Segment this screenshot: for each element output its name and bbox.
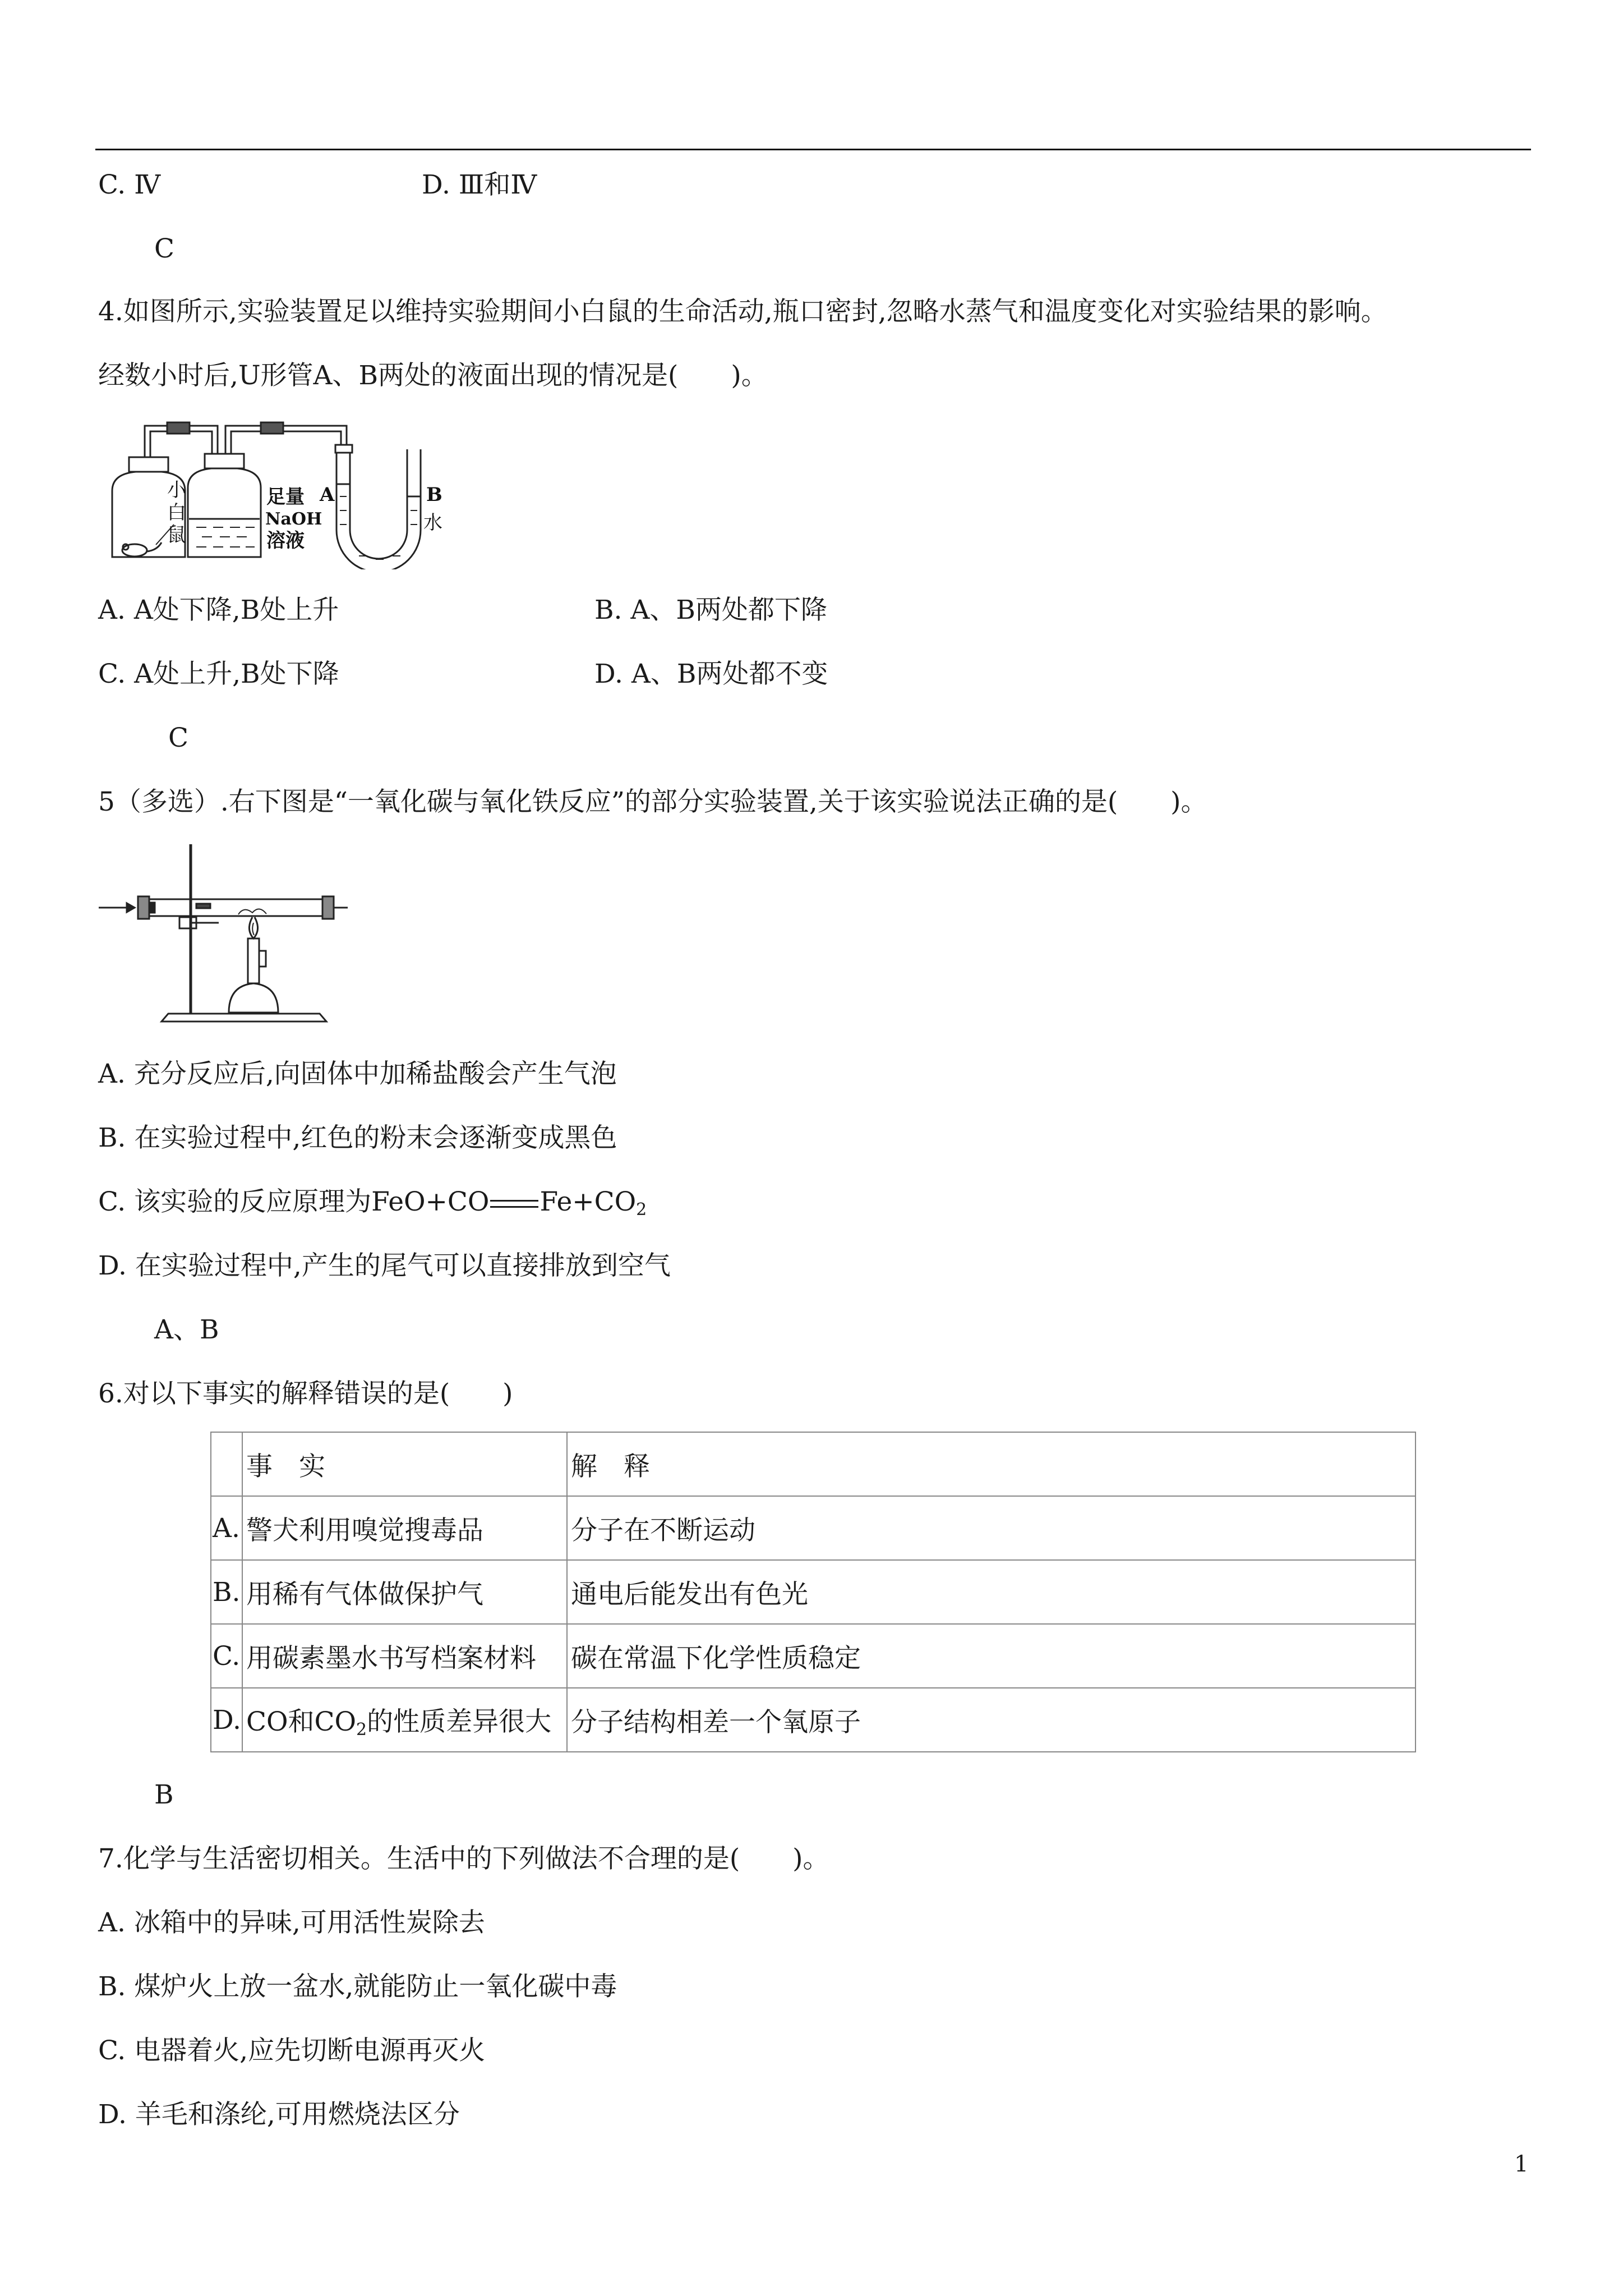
header-rule [95, 149, 1531, 150]
q4-label-naoh-2: NaOH [265, 509, 322, 529]
page-number: 1 [1514, 2151, 1529, 2177]
q7-option-b: B. 煤炉火上放一盆水,就能防止一氧化碳中毒 [98, 1971, 617, 2002]
row-explain: 碳在常温下化学性质稳定 [567, 1624, 1415, 1688]
prev-option-c: C. Ⅳ [98, 169, 161, 200]
q4-option-b: B. A、B两处都下降 [594, 595, 827, 625]
row-fact-suffix: 的性质差异很大 [367, 1706, 552, 1737]
row-explain: 分子结构相差一个氧原子 [567, 1688, 1415, 1752]
row-label: B. [211, 1560, 242, 1624]
table-header-fact: 事 实 [242, 1432, 567, 1496]
row-explain: 通电后能发出有色光 [567, 1560, 1415, 1624]
prev-answer: C [154, 233, 174, 264]
row-explain: 分子在不断运动 [567, 1496, 1415, 1560]
q5-option-c [98, 1185, 647, 1227]
q6-stem: 6.对以下事实的解释错误的是( ) [98, 1378, 513, 1409]
q4-answer: C [168, 723, 188, 753]
table-row [211, 1496, 1415, 1560]
q7-option-d: D. 羊毛和涤纶,可用燃烧法区分 [98, 2099, 460, 2130]
q6-table [210, 1432, 1416, 1752]
q4-label-b: B [426, 484, 442, 506]
q5-option-a: A. 充分反应后,向固体中加稀盐酸会产生气泡 [98, 1059, 617, 1089]
equals-sign-icon [490, 1200, 538, 1208]
q5-option-b: B. 在实验过程中,红色的粉末会逐渐变成黑色 [98, 1122, 617, 1153]
q7-stem: 7.化学与生活密切相关。生活中的下列做法不合理的是( )。 [98, 1843, 829, 1874]
q5-option-c-subscript: 2 [636, 1200, 647, 1220]
q4-stem-line1: 4.如图所示,实验装置足以维持实验期间小白鼠的生命活动,瓶口密封,忽略水蒸气和温度变化对实验结果的影响。 [98, 296, 1387, 327]
q4-label-mouse-2: 白 [167, 501, 186, 524]
q4-stem-line2: 经数小时后,U形管A、B两处的液面出现的情况是( )。 [98, 360, 768, 391]
row-fact: 警犬利用嗅觉搜毒品 [242, 1496, 567, 1560]
q5-stem: 5（多选）.右下图是“一氧化碳与氧化铁反应”的部分实验装置,关于该实验说法正确的是( )。 [98, 786, 1207, 817]
q5-option-c-prefix: C. 该实验的反应原理为FeO+CO [98, 1186, 490, 1217]
q5-option-c-suffix: Fe+CO [540, 1186, 637, 1217]
row-fact [242, 1688, 567, 1752]
q5-option-d: D. 在实验过程中,产生的尾气可以直接排放到空气 [98, 1250, 671, 1281]
q4-option-c: C. A处上升,B处下降 [98, 659, 339, 689]
q4-option-a: A. A处下降,B处上升 [98, 595, 339, 625]
q4-apparatus-figure [95, 412, 499, 569]
q7-option-a: A. 冰箱中的异味,可用活性炭除去 [98, 1907, 485, 1938]
q4-option-d: D. A、B两处都不变 [594, 659, 828, 689]
row-label: A. [211, 1496, 242, 1560]
q5-apparatus-figure [95, 839, 353, 1035]
prev-option-d: D. Ⅲ和Ⅳ [422, 169, 537, 200]
row-fact: 用稀有气体做保护气 [242, 1560, 567, 1624]
table-header-explain: 解 释 [567, 1432, 1415, 1496]
table-row [211, 1560, 1415, 1624]
table-header-row [211, 1432, 1415, 1496]
q7-option-c: C. 电器着火,应先切断电源再灭火 [98, 2035, 486, 2066]
table-cell [211, 1432, 242, 1496]
q4-label-mouse-3: 鼠 [167, 524, 186, 546]
row-label: D. [211, 1688, 242, 1752]
q4-label-mouse-1: 小 [167, 479, 186, 501]
q5-answer: A、B [154, 1314, 219, 1345]
table-row [211, 1688, 1415, 1752]
q4-label-naoh-1: 足量 [266, 486, 305, 508]
q6-answer: B [154, 1779, 174, 1810]
row-fact: 用碳素墨水书写档案材料 [242, 1624, 567, 1688]
row-fact-prefix: CO和CO [246, 1706, 356, 1737]
row-fact-subscript: 2 [356, 1719, 367, 1740]
table-row [211, 1624, 1415, 1688]
q4-label-naoh-3: 溶液 [266, 530, 305, 552]
q4-label-a: A [320, 484, 335, 506]
row-label: C. [211, 1624, 242, 1688]
q4-label-water: 水 [423, 512, 442, 534]
